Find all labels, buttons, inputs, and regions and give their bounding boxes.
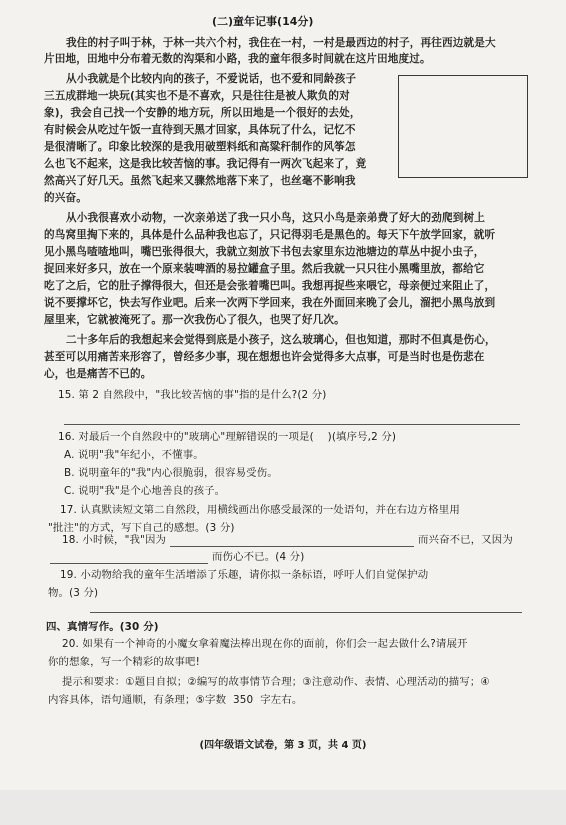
paragraph-2-line-7: 然高兴了好几天。虽然飞起来又骤然地落下来了，也丝毫不影响我 [44, 175, 356, 187]
paragraph-1-line-2: 片田地，田地中分布着无数的沟渠和小路，我的童年很多时间就在这片田地度过。 [44, 53, 431, 65]
paragraph-2-line-4: 有时候会从吃过午饭一直待到天黑才回家，具体玩了什么，记忆不 [44, 124, 356, 136]
paragraph-3-line-3: 见小黑鸟喳喳地叫，嘴巴张得很大，我就立刻放下书包去家里东边池塘边的草丛中捉小虫子， [44, 246, 485, 258]
question-17-line-1: 17. 认真默读短文第二自然段，用横线画出你感受最深的一处语句，并在右边方格里用 [60, 504, 460, 516]
question-17-line-2: "批注"的方式，写下自己的感想。(3 分) [48, 522, 235, 534]
paragraph-2-line-3: 象)，我会自己找一个安静的地方玩，所以田地是一个很好的去处， [44, 107, 361, 119]
paragraph-4-line-1: 二十多年后的我想起来会觉得到底是小孩子，这么玻璃心，但也知道，那时不但真是伤心， [66, 334, 496, 346]
question-20-line-1: 20. 如果有一个神奇的小魔女拿着魔法棒出现在你的面前，你们会一起去做什么?请展开 [62, 638, 468, 650]
page-margin [0, 790, 566, 825]
question-16-option-a[interactable]: A. 说明"我"年纪小，不懂事。 [64, 449, 204, 461]
question-20-tips-line-1: 提示和要求：①题目自拟；②编写的故事情节合理；③注意动作、表情、心理活动的描写；④ [62, 676, 490, 688]
paragraph-2-line-5: 是很清晰了。印象比较深的是我用破塑料纸和高粱秆制作的风筝怎 [44, 141, 356, 153]
paragraph-2-line-1: 从小我就是个比较内向的孩子，不爱说话，也不爱和同龄孩子 [66, 73, 357, 85]
paragraph-2-line-2: 三五成群地一块玩(其实也不是不喜欢，只是往往是被人欺负的对 [44, 90, 350, 102]
paragraph-1-line-1: 我住的村子叫于林，于林一共六个村，我住在一村，一村是最西边的村子，再往西边就是大 [66, 37, 496, 49]
answer-line-18-b[interactable] [50, 563, 208, 564]
question-16-option-c[interactable]: C. 说明"我"是个心地善良的孩子。 [64, 485, 226, 497]
section-4-title: 四、真情写作。(30 分) [46, 621, 159, 633]
question-20-line-2: 你的想象，写一个精彩的故事吧! [48, 656, 200, 668]
question-18-part-c: 而伤心不已。(4 分) [212, 551, 305, 563]
question-16-option-b[interactable]: B. 说明童年的"我"内心很脆弱，很容易受伤。 [64, 467, 278, 479]
question-19-line-2: 物。(3 分) [48, 587, 99, 599]
answer-line-15[interactable] [64, 424, 520, 425]
paragraph-3-line-4: 捉回来好多只，放在一个原来装啤酒的易拉罐盒子里。然后我就一只只往小黑嘴里放，都给它 [44, 263, 485, 275]
answer-line-19[interactable] [90, 612, 522, 613]
paragraph-2-line-6: 么也飞不起来，这是我比较苦恼的事。我记得有一两次飞起来了，竟 [44, 158, 367, 170]
question-18-part-a: 18. 小时候，"我"因为 [62, 534, 167, 546]
paragraph-2-line-8: 的兴奋。 [44, 192, 87, 204]
paragraph-3-line-2: 的鸟窝里掏下来的，具体是什么品种我也忘了，只记得羽毛是黑色的。每天下午放学回家，就听 [44, 229, 496, 241]
answer-line-18-a[interactable] [170, 546, 414, 547]
paragraph-4-line-3: 心，也是痛苦不已的。 [44, 368, 152, 380]
question-18-part-b: 而兴奋不已，又因为 [418, 534, 513, 546]
paragraph-4-line-2: 甚至可以用痛苦来形容了，曾经多少事，现在想想也许会觉得多大点事，可是当时也是伤悲在 [44, 351, 485, 363]
question-15: 15. 第 2 自然段中，"我比较苦恼的事"指的是什么?(2 分) [58, 389, 327, 401]
paragraph-3-line-6: 说不要撑坏它，快去写作业吧。后来一次两下学回来，我在外面回来晚了会儿，溜把小黑鸟放到 [44, 297, 496, 309]
question-16: 16. 对最后一个自然段中的"玻璃心"理解错误的一项是( )(填序号,2 分) [58, 431, 397, 443]
paragraph-3-line-1: 从小我很喜欢小动物，一次亲弟送了我一只小鸟，这只小鸟是亲弟费了好大的劲爬到树上 [66, 212, 486, 224]
annotation-box[interactable] [398, 75, 528, 178]
page-footer: (四年级语文试卷，第 3 页，共 4 页) [199, 740, 367, 751]
question-19-line-1: 19. 小动物给我的童年生活增添了乐趣，请你拟一条标语，呼吁人们自觉保护动 [60, 569, 429, 581]
paragraph-3-line-7: 屋里来，它就被淹死了。那一次我伤心了很久，也哭了好几次。 [44, 314, 345, 326]
question-20-tips-line-2: 内容具体，语句通顺，有条理；⑤字数 350 字左右。 [48, 694, 303, 706]
section-title: (二)童年记事(14分) [212, 15, 314, 28]
paragraph-3-line-5: 吃了之后，它的肚子撑得很大，但还是会张着嘴巴叫。我想再捉些来喂它，母亲便过来阻止了， [44, 280, 496, 292]
